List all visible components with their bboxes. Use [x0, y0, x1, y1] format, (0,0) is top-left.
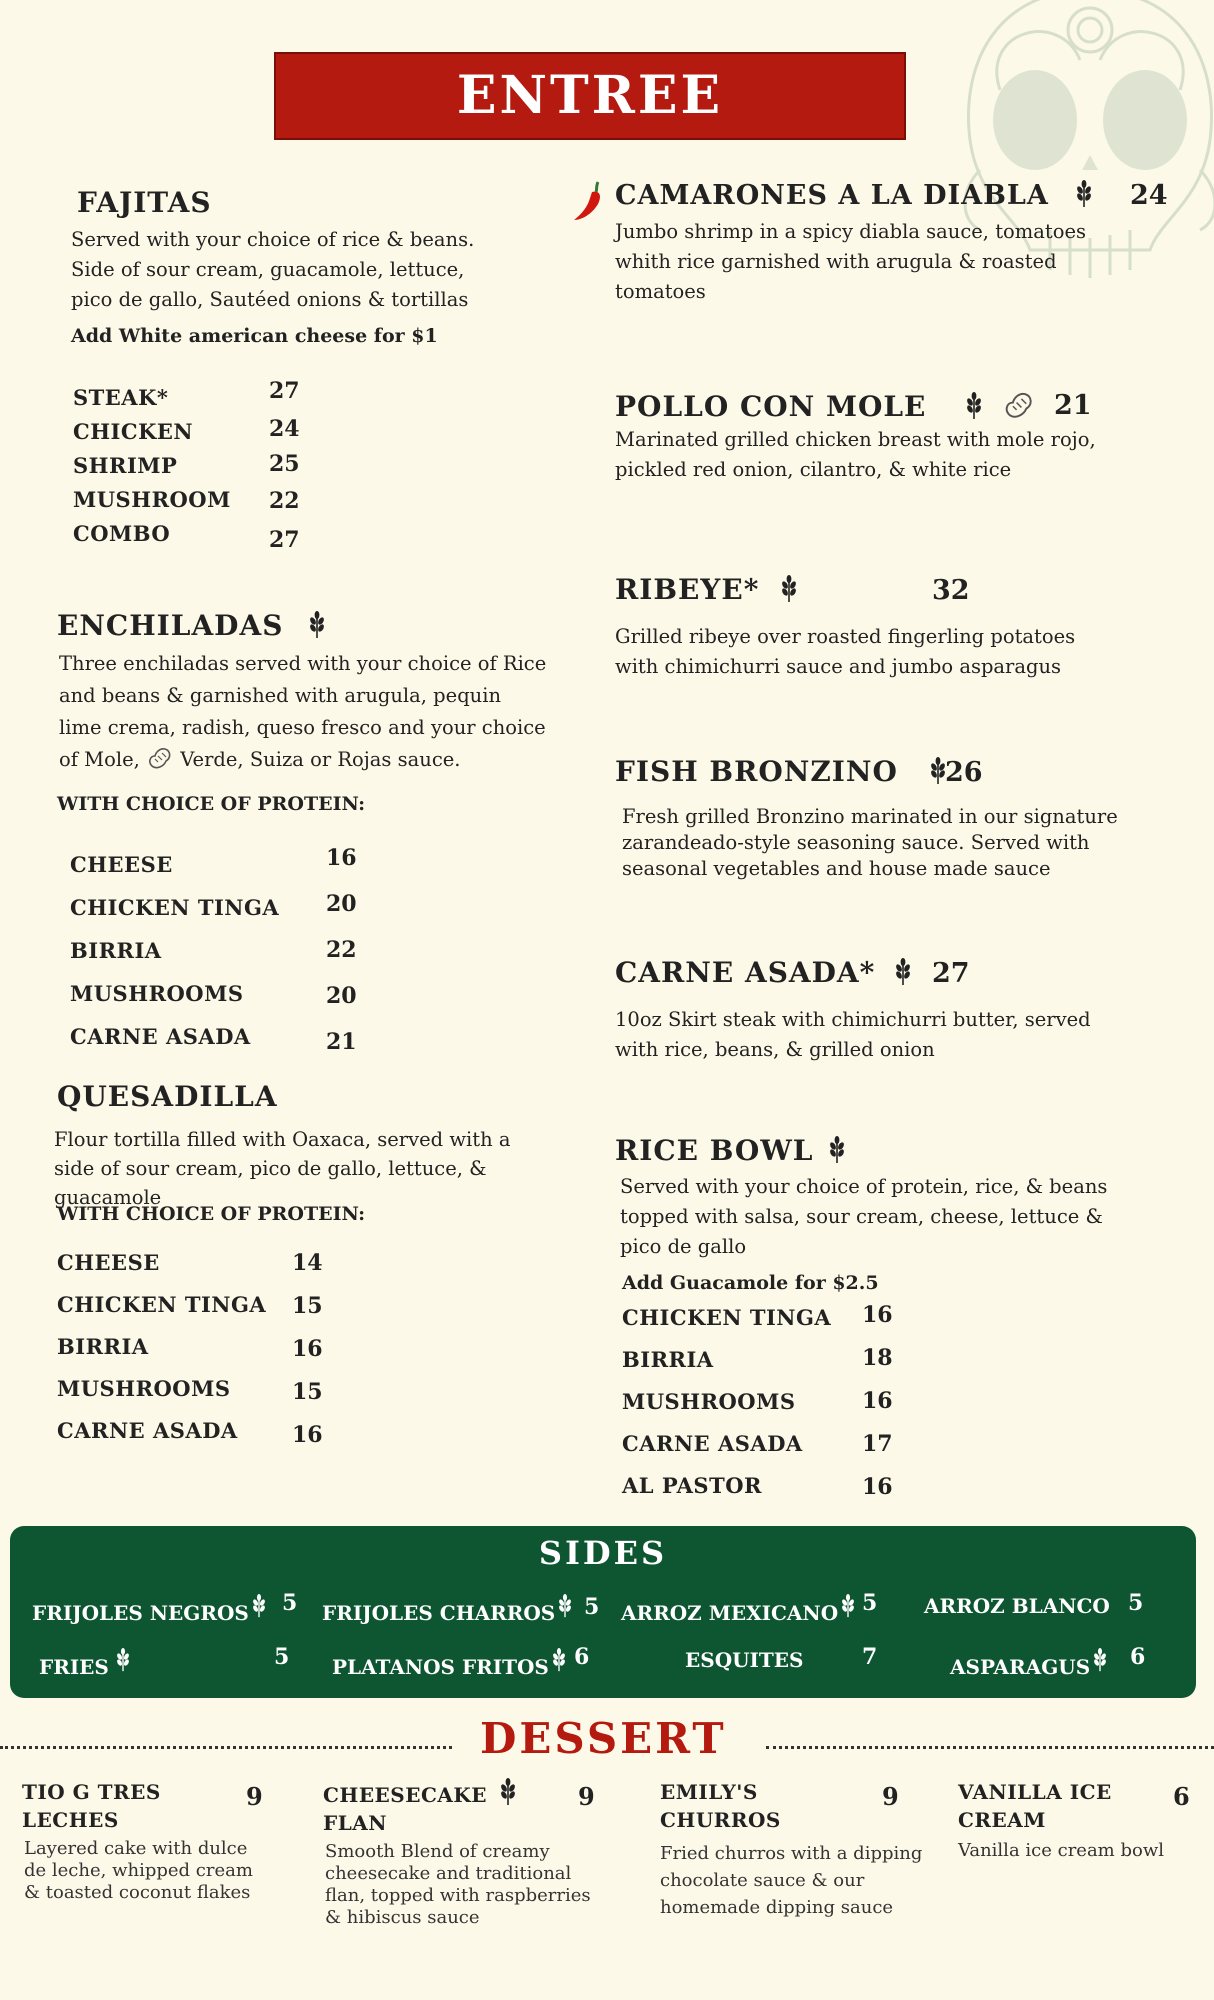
- fajitas-item-name: STEAK*: [73, 385, 169, 410]
- chili-pepper-icon: [570, 178, 606, 224]
- side-item-name: FRIES: [39, 1655, 109, 1679]
- side-item-price: 7: [862, 1644, 878, 1670]
- pollo-description: Marinated grilled chicken breast with mole rojo, pickled red onion, cilantro, & white rice: [615, 428, 1096, 481]
- wheat-icon: [965, 392, 983, 420]
- wheat-icon: [828, 1136, 846, 1164]
- entree-banner: ENTREE: [274, 52, 906, 140]
- bronzino-price: 26: [945, 757, 983, 788]
- fajitas-item-price: 24: [269, 416, 300, 442]
- dessert-item-description: Fried churros with a dipping chocolate sauce & our homemade dipping sauce: [660, 1843, 923, 1918]
- side-item: [39, 1648, 131, 1679]
- rice-bowl-item-name: MUSHROOMS: [622, 1389, 796, 1414]
- wheat-icon: [251, 1594, 267, 1618]
- wheat-icon: [1075, 180, 1093, 208]
- enchiladas-item-price: 16: [326, 845, 357, 871]
- dessert-name-line: LECHES: [22, 1808, 119, 1832]
- enchiladas-title: [57, 609, 326, 642]
- camarones-price: 24: [1130, 180, 1168, 211]
- fajitas-item-name: MUSHROOM: [73, 487, 231, 512]
- carne-asada-title-text: CARNE ASADA*: [615, 956, 876, 989]
- side-item-price: 5: [1128, 1590, 1144, 1616]
- dessert-name-line: TIO G TRES: [22, 1780, 161, 1804]
- enchiladas-title-text: ENCHILADAS: [57, 609, 284, 642]
- bronzino-title-text: FISH BRONZINO: [615, 755, 898, 788]
- enchiladas-item-name: CHEESE: [70, 852, 173, 877]
- fajitas-item-price: 25: [269, 451, 300, 477]
- dessert-title: DESSERT: [480, 1714, 727, 1763]
- quesadilla-protein-label: WITH CHOICE OF PROTEIN:: [57, 1203, 366, 1225]
- rice-bowl-item-price: 17: [862, 1431, 893, 1457]
- bronzino-title: [615, 755, 947, 788]
- quesadilla-item-name: MUSHROOMS: [57, 1376, 231, 1401]
- rice-bowl-title: [615, 1134, 846, 1167]
- enchiladas-item-price: 20: [326, 983, 357, 1009]
- fajitas-description: Served with your choice of rice & beans. Side of sour cream, guacamole, lettuce, pico de gallo, Sautéed onions & tortillas: [71, 228, 475, 311]
- enchiladas-protein-label: WITH CHOICE OF PROTEIN:: [57, 793, 366, 815]
- side-item: [621, 1594, 856, 1625]
- side-item-name: ARROZ BLANCO: [924, 1594, 1110, 1618]
- dessert-name-text: CHEESECAKE: [323, 1783, 488, 1807]
- rice-bowl-item-price: 16: [862, 1388, 893, 1414]
- wheat-icon: [499, 1778, 517, 1806]
- side-item: [32, 1594, 267, 1625]
- rice-bowl-description: Served with your choice of protein, rice, & beans topped with salsa, sour cream, cheese, lettuce & pico de gallo: [620, 1175, 1108, 1258]
- dessert-item-name: [323, 1778, 517, 1837]
- camarones-title: [615, 180, 1093, 211]
- enchiladas-item-name: BIRRIA: [70, 938, 162, 963]
- dessert-item-name: [22, 1778, 161, 1834]
- quesadilla-description: Flour tortilla filled with Oaxaca, served with a side of sour cream, pico de gallo, lettuce, & guacamole: [54, 1128, 511, 1209]
- fajitas-item-name: CHICKEN: [73, 419, 194, 444]
- side-item: [322, 1594, 573, 1625]
- dessert-item-price: 9: [882, 1782, 899, 1811]
- carne-asada-price: 27: [932, 958, 970, 989]
- enchiladas-description-a: Three enchiladas served with your choice of Rice and beans & garnished with arugula, pequin lime crema, radish, queso fresco and your choice of Mole,: [59, 652, 547, 771]
- quesadilla-title: QUESADILLA: [57, 1080, 278, 1113]
- dessert-name-line: CHURROS: [660, 1808, 781, 1832]
- sides-panel: [10, 1526, 1196, 1698]
- wheat-icon: [929, 757, 947, 785]
- side-item-price: 5: [274, 1644, 290, 1670]
- rice-bowl-item-name: BIRRIA: [622, 1347, 714, 1372]
- rice-bowl-item-price: 16: [862, 1474, 893, 1500]
- wheat-icon: [308, 611, 326, 639]
- wheat-icon: [551, 1648, 567, 1672]
- rice-bowl-title-text: RICE BOWL: [615, 1134, 814, 1167]
- enchiladas-item-price: 20: [326, 891, 357, 917]
- dessert-item-price: 9: [246, 1782, 263, 1811]
- ribeye-title-text: RIBEYE*: [615, 573, 760, 606]
- carne-asada-description: 10oz Skirt steak with chimichurri butter, served with rice, beans, & grilled onion: [615, 1008, 1091, 1061]
- ribeye-price: 32: [932, 575, 970, 606]
- dessert-item-name: [660, 1778, 781, 1834]
- dessert-item-description: Vanilla ice cream bowl: [958, 1840, 1164, 1861]
- enchiladas-description-b: Verde, Suiza or Rojas sauce.: [180, 748, 461, 771]
- fajitas-item-price: 27: [269, 378, 300, 404]
- enchiladas-item-name: MUSHROOMS: [70, 981, 244, 1006]
- dessert-item-name: [958, 1778, 1112, 1834]
- rice-bowl-item-name: AL PASTOR: [622, 1473, 762, 1498]
- pollo-title: [615, 388, 1036, 423]
- quesadilla-item-price: 15: [292, 1379, 323, 1405]
- rice-bowl-addon: Add Guacamole for $2.5: [622, 1272, 879, 1294]
- quesadilla-item-name: CARNE ASADA: [57, 1418, 238, 1443]
- quesadilla-item-price: 14: [292, 1250, 323, 1276]
- enchiladas-item-price: 21: [326, 1029, 357, 1055]
- peanut-icon: [1002, 388, 1036, 422]
- fajitas-addon: Add White american cheese for $1: [71, 325, 438, 347]
- dessert-name-line: EMILY'S: [660, 1780, 758, 1804]
- dessert-name-line: CREAM: [958, 1808, 1046, 1832]
- rice-bowl-item-price: 18: [862, 1345, 893, 1371]
- carne-asada-title: [615, 956, 912, 989]
- side-item-price: 5: [862, 1590, 878, 1616]
- quesadilla-item-name: CHEESE: [57, 1250, 160, 1275]
- rice-bowl-item-price: 16: [862, 1302, 893, 1328]
- dessert-name-line: [323, 1778, 517, 1809]
- enchiladas-item-name: CARNE ASADA: [70, 1024, 251, 1049]
- dessert-item-description: Smooth Blend of creamy cheesecake and traditional flan, topped with raspberries & hibiscus sauce: [325, 1841, 591, 1928]
- side-item: [924, 1594, 1110, 1618]
- wheat-icon: [1092, 1648, 1108, 1672]
- side-item-price: 5: [584, 1594, 600, 1620]
- side-item-price: 6: [574, 1644, 590, 1670]
- side-item-name: FRIJOLES CHARROS: [322, 1601, 556, 1625]
- side-item: [950, 1648, 1108, 1679]
- wheat-icon: [894, 958, 912, 986]
- side-item: [685, 1648, 803, 1672]
- fajitas-item-name: SHRIMP: [73, 453, 178, 478]
- enchiladas-item-price: 22: [326, 937, 357, 963]
- fajitas-item-name: COMBO: [73, 521, 171, 546]
- dessert-item-description: Layered cake with dulce de leche, whipped cream & toasted coconut flakes: [24, 1838, 253, 1903]
- dessert-item-price: 6: [1173, 1782, 1190, 1811]
- wheat-icon: [840, 1594, 856, 1618]
- ribeye-description: Grilled ribeye over roasted fingerling potatoes with chimichurri sauce and jumbo asparagus: [615, 625, 1076, 678]
- quesadilla-item-name: BIRRIA: [57, 1334, 149, 1359]
- side-item-name: FRIJOLES NEGROS: [32, 1601, 249, 1625]
- enchiladas-description: [59, 648, 549, 776]
- rice-bowl-item-name: CARNE ASADA: [622, 1431, 803, 1456]
- fajitas-item-price: 22: [269, 488, 300, 514]
- camarones-description: Jumbo shrimp in a spicy diabla sauce, tomatoes whith rice garnished with arugula & roasted tomatoes: [615, 220, 1087, 303]
- side-item-name: ESQUITES: [685, 1648, 804, 1672]
- side-item: [332, 1648, 567, 1679]
- quesadilla-item-price: 16: [292, 1422, 323, 1448]
- quesadilla-item-name: CHICKEN TINGA: [57, 1292, 267, 1317]
- side-item-price: 6: [1130, 1644, 1146, 1670]
- quesadilla-item-price: 16: [292, 1336, 323, 1362]
- side-item-price: 5: [282, 1590, 298, 1616]
- pollo-title-text: POLLO CON MOLE: [615, 390, 927, 423]
- wheat-icon: [557, 1594, 573, 1618]
- sides-title: SIDES: [538, 1534, 668, 1572]
- dessert-divider-right: [766, 1746, 1214, 1749]
- quesadilla-item-price: 15: [292, 1293, 323, 1319]
- pollo-price: 21: [1054, 390, 1092, 421]
- dessert-name-line: VANILLA ICE: [958, 1780, 1112, 1804]
- side-item-name: ARROZ MEXICANO: [621, 1601, 839, 1625]
- side-item-name: PLATANOS FRITOS: [332, 1655, 549, 1679]
- bronzino-description: Fresh grilled Bronzino marinated in our signature zarandeado-style seasoning sauce. Served with seasonal vegetables and house made sauce: [622, 805, 1118, 880]
- fajitas-title: FAJITAS: [77, 186, 212, 219]
- enchiladas-item-name: CHICKEN TINGA: [70, 895, 280, 920]
- fajitas-item-price: 27: [269, 527, 300, 553]
- side-item-name: ASPARAGUS: [950, 1655, 1091, 1679]
- camarones-title-text: CAMARONES A LA DIABLA: [615, 180, 1049, 211]
- dessert-name-line: FLAN: [323, 1811, 388, 1835]
- ribeye-title: [615, 573, 798, 606]
- peanut-icon: [146, 744, 174, 772]
- wheat-icon: [115, 1648, 131, 1672]
- dessert-item-price: 9: [578, 1782, 595, 1811]
- wheat-icon: [780, 575, 798, 603]
- dessert-divider-left: [0, 1746, 452, 1749]
- rice-bowl-item-name: CHICKEN TINGA: [622, 1305, 832, 1330]
